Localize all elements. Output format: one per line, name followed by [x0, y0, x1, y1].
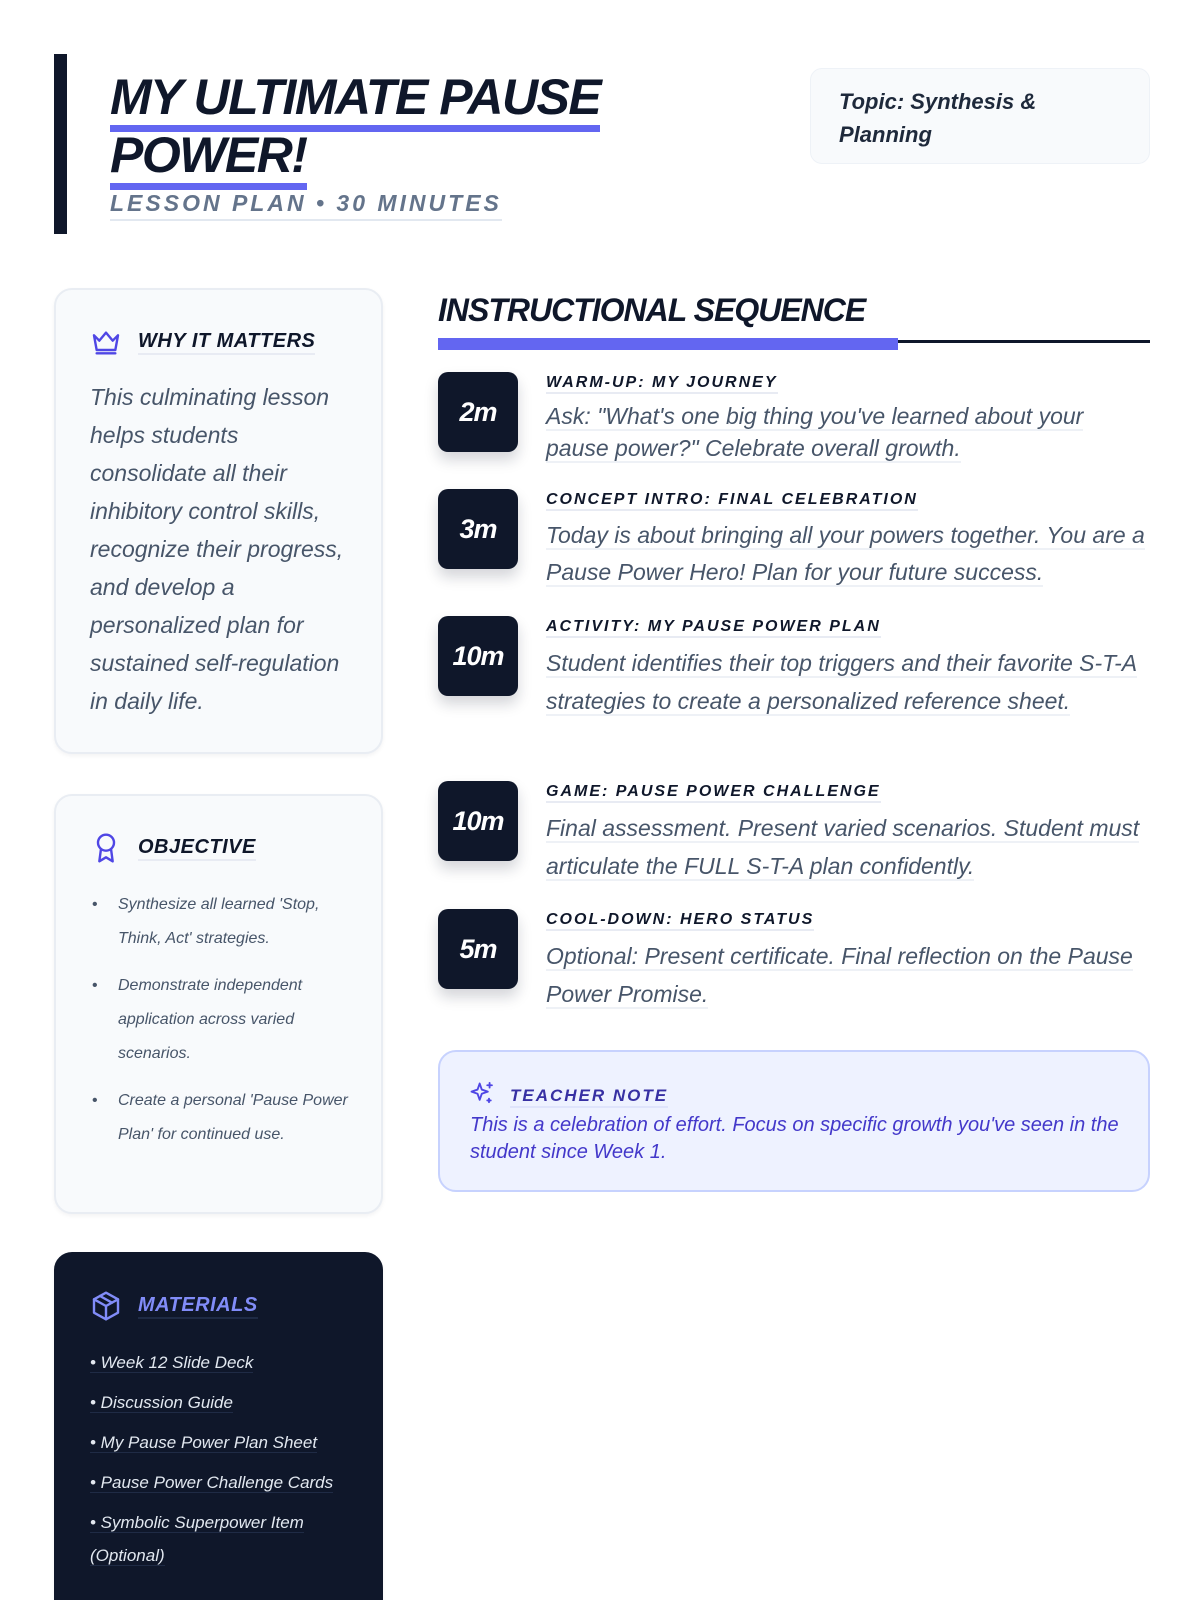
material-item [90, 1386, 360, 1419]
duration-badge: 10m [438, 781, 518, 861]
teacher-note-text: This is a celebration of effort. Focus on specific growth you've seen in the student since Week 1. [470, 1114, 1119, 1163]
sequence-step-activity [438, 616, 1150, 746]
why-it-matters-card [54, 288, 383, 754]
material-item-text: • Discussion Guide [90, 1393, 233, 1412]
page-title [110, 68, 730, 184]
sequence-step-cool-down [438, 909, 1150, 1009]
step-label: WARM-UP: MY JOURNEY [546, 374, 778, 394]
step-label: COOL-DOWN: HERO STATUS [546, 911, 814, 931]
teacher-note-label: TEACHER NOTE [510, 1086, 668, 1108]
material-item-text: • Pause Power Challenge Cards [90, 1473, 334, 1492]
step-label: ACTIVITY: MY PAUSE POWER PLAN [546, 618, 881, 638]
award-ribbon-icon [90, 832, 122, 864]
why-card-header [90, 326, 315, 358]
material-item [90, 1506, 360, 1572]
title-line-1: MY ULTIMATE PAUSE [110, 69, 600, 132]
duration-badge: 3m [438, 489, 518, 569]
step-description [546, 644, 1146, 720]
objective-item: • Synthesize all learned 'Stop, Think, Act' strategies. [92, 888, 352, 956]
step-description [546, 517, 1146, 591]
material-item-text: • Symbolic Superpower Item (Optional) [90, 1513, 304, 1565]
materials-card-label: MATERIALS [138, 1294, 258, 1319]
objective-item: • Demonstrate independent application across varied scenarios. [92, 969, 352, 1071]
sequence-step-concept-intro [438, 489, 1150, 589]
topic-badge: Topic: Synthesis & Planning [810, 68, 1150, 164]
objective-card-header [90, 832, 256, 864]
material-item-text: • My Pause Power Plan Sheet [90, 1433, 318, 1452]
duration-badge: 5m [438, 909, 518, 989]
sparkles-icon [468, 1080, 496, 1113]
title-line-2: POWER! [110, 127, 307, 190]
material-item [90, 1346, 360, 1379]
material-item-text: • Week 12 Slide Deck [90, 1353, 254, 1372]
sequence-title-underline [438, 338, 898, 350]
crown-icon [90, 326, 122, 358]
sequence-title: INSTRUCTIONAL SEQUENCE [438, 292, 866, 328]
why-card-label: WHY IT MATTERS [138, 330, 315, 355]
lesson-subtitle: LESSON PLAN • 30 MINUTES [110, 190, 502, 221]
step-description [546, 400, 1146, 464]
material-item [90, 1466, 360, 1499]
teacher-note-card [438, 1050, 1150, 1192]
duration-badge: 10m [438, 616, 518, 696]
step-description-text: Optional: Present certificate. Final reflection on the Pause Power Promise. [546, 943, 1133, 1007]
sequence-step-warm-up [438, 372, 1150, 462]
step-description-text: Today is about bringing all your powers together. You are a Pause Power Hero! Plan for your future success. [546, 522, 1145, 585]
teacher-note-header [468, 1080, 668, 1113]
box-icon [90, 1290, 122, 1322]
step-label: GAME: PAUSE POWER CHALLENGE [546, 783, 881, 803]
step-description-text: Ask: "What's one big thing you've learned about your pause power?" Celebrate overall growth. [546, 403, 1084, 461]
materials-card [54, 1252, 383, 1600]
duration-badge: 2m [438, 372, 518, 452]
objective-card-label: OBJECTIVE [138, 836, 256, 861]
step-label: CONCEPT INTRO: FINAL CELEBRATION [546, 491, 918, 511]
sequence-step-game [438, 781, 1150, 881]
material-item [90, 1426, 360, 1459]
step-description [546, 937, 1146, 1013]
materials-list [90, 1346, 360, 1579]
objective-card [54, 794, 383, 1214]
why-card-text: This culminating lesson helps students consolidate all their inhibitory control skills, recognize their progress, and develop a personalized plan for sustained self-regulation in daily life. [90, 384, 344, 714]
materials-card-header [90, 1290, 258, 1322]
step-description [546, 809, 1146, 885]
header-accent-bar [54, 54, 67, 234]
objective-item: • Create a personal 'Pause Power Plan' for continued use. [92, 1084, 352, 1152]
step-description-text: Student identifies their top triggers and their favorite S-T-A strategies to create a personalized reference sheet. [546, 650, 1138, 714]
objective-list [92, 888, 352, 1165]
step-description-text: Final assessment. Present varied scenarios. Student must articulate the FULL S-T-A plan confidently. [546, 815, 1140, 879]
